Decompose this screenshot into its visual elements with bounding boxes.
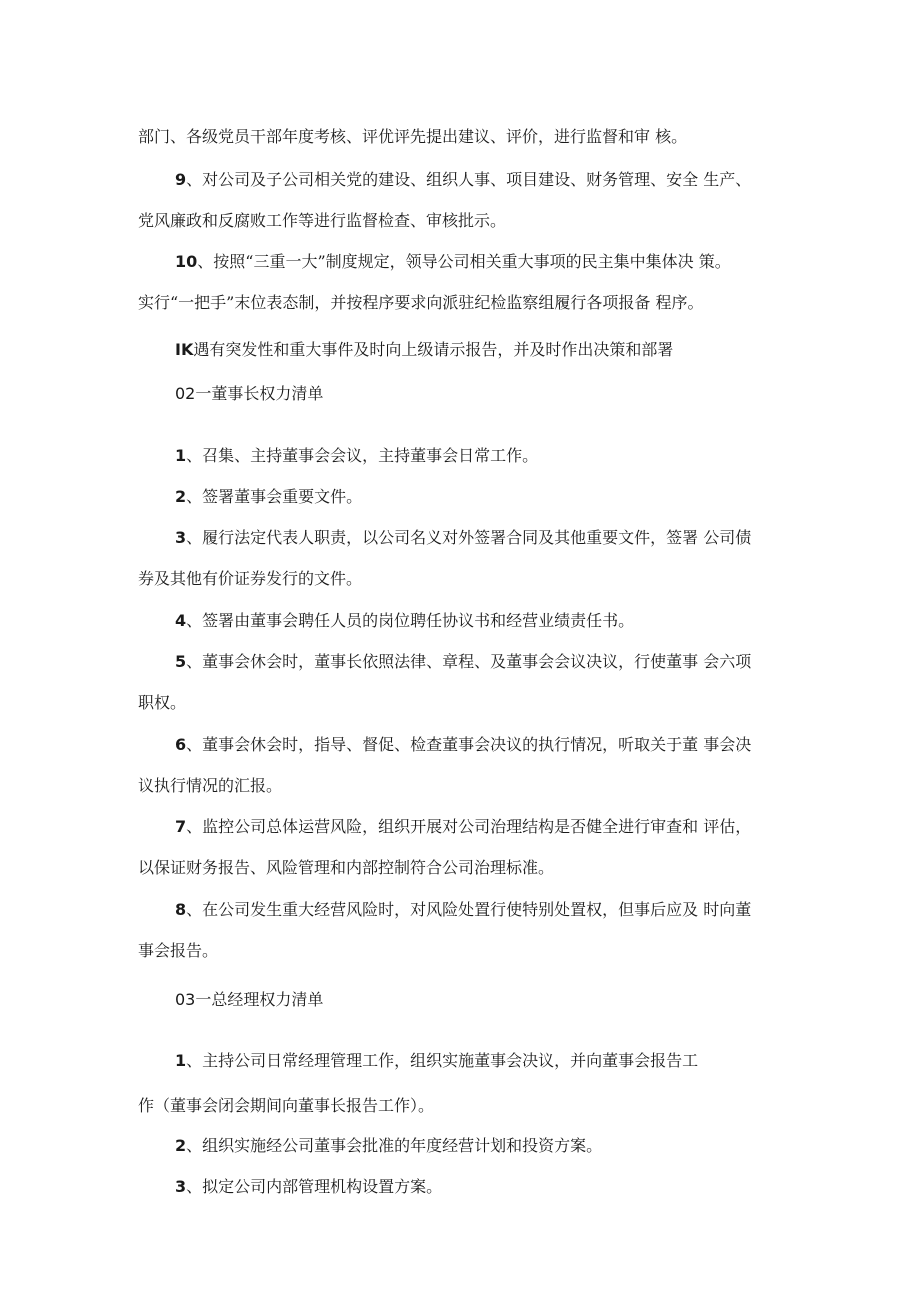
item-number: 1 xyxy=(175,446,187,465)
line-text: 、董事会休会时，董事长依照法律、章程、及董事会会议决议，行使董事 会六项 xyxy=(186,652,752,671)
item-number: 1 xyxy=(175,1051,187,1070)
line-text: 、拟定公司内部管理机构设置方案。 xyxy=(186,1177,443,1196)
list-item xyxy=(175,1177,442,1197)
paragraph-line xyxy=(138,127,687,147)
line-text: 以保证财务报告、风险管理和内部控制符合公司治理标准。 xyxy=(138,858,555,877)
paragraph-line xyxy=(138,858,554,878)
line-text: 、履行法定代表人职责，以公司名义对外签署合同及其他重要文件，签署 公司债 xyxy=(186,528,752,547)
item-number: 2 xyxy=(175,487,187,506)
item-number: 5 xyxy=(175,652,187,671)
line-text: 职权。 xyxy=(138,693,187,712)
item-number: 4 xyxy=(175,611,187,630)
list-item xyxy=(175,340,673,360)
list-item xyxy=(175,735,751,755)
list-item xyxy=(175,528,751,548)
line-text: 、在公司发生重大经营风险时，对风险处置行使特别处置权，但事后应及 时向董 xyxy=(186,900,752,919)
item-number: 9 xyxy=(175,170,187,189)
line-text: 、对公司及子公司相关党的建设、组织人事、项目建设、财务管理、安全 生产、 xyxy=(186,170,752,189)
item-number: IK xyxy=(175,340,194,359)
line-text: 、主持公司日常经理管理工作，组织实施董事会决议，并向董事会报告工 xyxy=(186,1051,699,1070)
item-number: 2 xyxy=(175,1136,187,1155)
line-text: 、签署董事会重要文件。 xyxy=(186,487,363,506)
paragraph-line xyxy=(138,776,282,796)
line-text: 事会报告。 xyxy=(138,941,219,960)
list-item xyxy=(175,652,751,672)
line-text: 、签署由董事会聘任人员的岗位聘任协议书和经营业绩责任书。 xyxy=(186,611,635,630)
paragraph-line xyxy=(138,693,186,713)
paragraph-line xyxy=(138,211,506,231)
list-item xyxy=(175,900,751,920)
item-number: 8 xyxy=(175,900,187,919)
item-number: 10 xyxy=(175,252,198,271)
line-text: 部门、各级党员干部年度考核、评优评先提出建议、评价，进行监督和审 核。 xyxy=(138,127,688,146)
section-heading xyxy=(175,990,323,1010)
list-item xyxy=(175,170,751,190)
list-item xyxy=(175,1051,698,1071)
item-number: 6 xyxy=(175,735,187,754)
section-number: 02 xyxy=(175,384,196,403)
line-text: 、监控公司总体运营风险，组织开展对公司治理结构是否健全进行审查和 评估， xyxy=(186,817,752,836)
list-item xyxy=(175,1136,602,1156)
list-item xyxy=(175,487,362,507)
item-number: 3 xyxy=(175,528,187,547)
line-text: 议执行情况的汇报。 xyxy=(138,776,283,795)
list-item xyxy=(175,817,751,837)
line-text: 遇有突发性和重大事件及时向上级请示报告，并及时作出决策和部署 xyxy=(193,340,674,359)
item-number: 7 xyxy=(175,817,187,836)
paragraph-line xyxy=(138,569,362,589)
paragraph-line xyxy=(138,293,703,313)
paragraph-line xyxy=(138,1096,434,1116)
item-number: 3 xyxy=(175,1177,187,1196)
section-title: 一董事长权力清单 xyxy=(195,384,324,403)
section-number: 03 xyxy=(175,990,196,1009)
line-text: 券及其他有价证券发行的文件。 xyxy=(138,569,363,588)
line-text: 党风廉政和反腐败工作等进行监督检查、审核批示。 xyxy=(138,211,507,230)
section-title: 一总经理权力清单 xyxy=(195,990,324,1009)
list-item xyxy=(175,611,634,631)
line-text: 、组织实施经公司董事会批准的年度经营计划和投资方案。 xyxy=(186,1136,603,1155)
list-item xyxy=(175,446,538,466)
section-heading xyxy=(175,384,323,404)
line-text: 、按照“三重一大”制度规定，领导公司相关重大事项的民主集中集体决 策。 xyxy=(197,252,731,271)
line-text: 、董事会休会时，指导、督促、检查董事会决议的执行情况，听取关于董 事会决 xyxy=(186,735,752,754)
line-text: 、召集、主持董事会会议，主持董事会日常工作。 xyxy=(186,446,539,465)
paragraph-line xyxy=(138,941,218,961)
list-item xyxy=(175,252,731,272)
line-text: 实行“一把手”末位表态制，并按程序要求向派驻纪检监察组履行各项报备 程序。 xyxy=(138,293,704,312)
line-text: 作（董事会闭会期间向董事长报告工作）。 xyxy=(138,1096,435,1115)
